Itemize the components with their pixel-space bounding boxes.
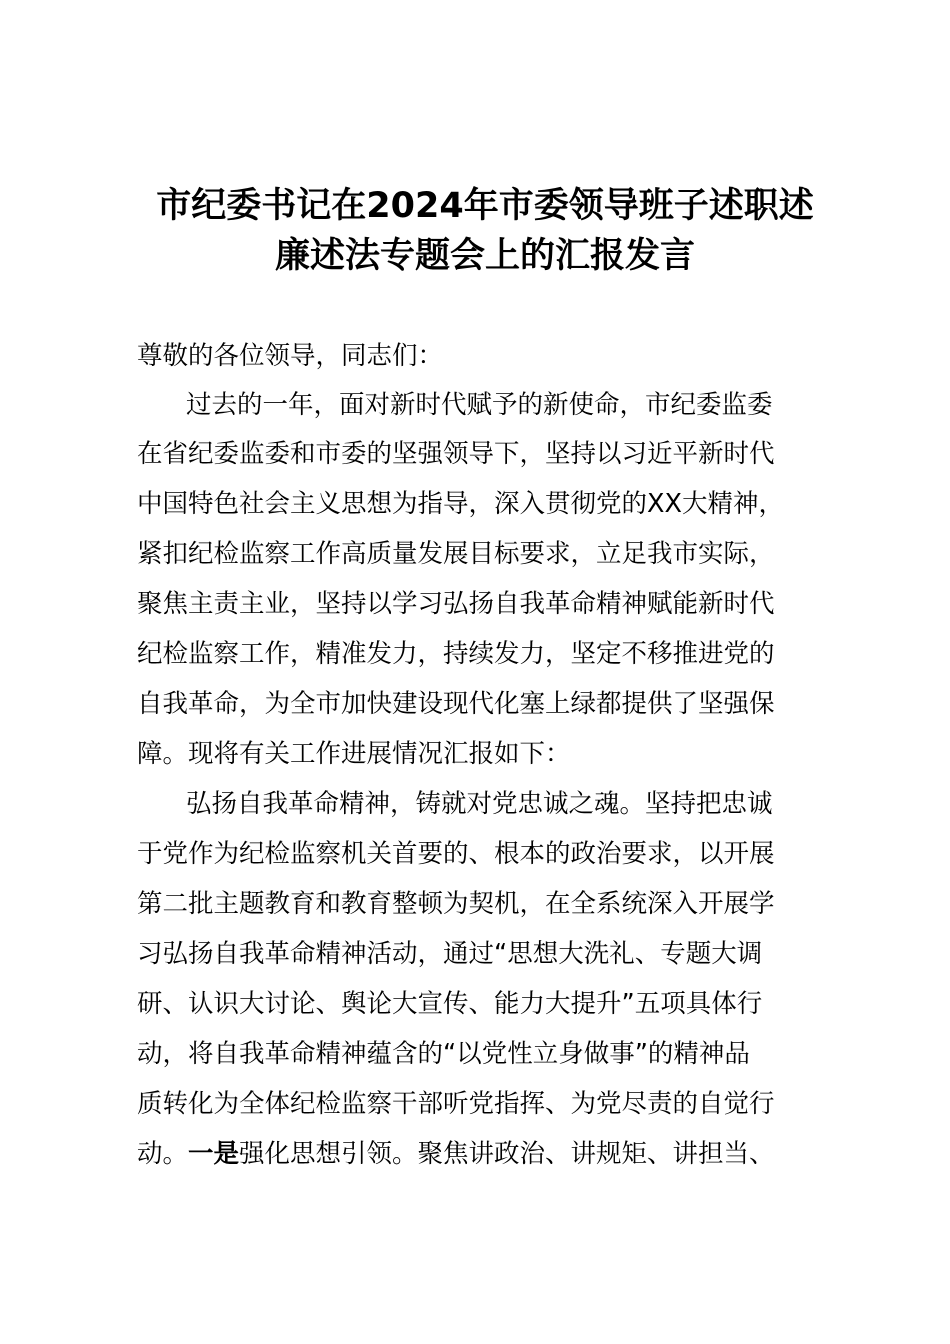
salutation: 尊敬的各位领导，同志们： <box>137 341 444 371</box>
paragraph-1-line-8: 障。现将有关工作进展情况汇报如下： <box>137 739 571 769</box>
paragraph-1-line-3: 中国特色社会主义思想为指导，深入贯彻党的XX大精神， <box>137 489 784 519</box>
line-text-start: 动。 <box>137 1139 189 1169</box>
paragraph-2-line-3: 第二批主题教育和教育整顿为契机，在全系统深入开展学 <box>137 889 775 919</box>
line-text-end: 强化思想引领。聚焦讲政治、讲规矩、讲担当、 <box>239 1139 775 1169</box>
paragraph-1-line-2: 在省纪委监委和市委的坚强领导下，坚持以习近平新时代 <box>137 439 775 469</box>
paragraph-1-line-7: 自我革命，为全市加快建设现代化塞上绿都提供了坚强保 <box>137 689 775 719</box>
paragraph-1-line-1: 过去的一年，面对新时代赋予的新使命，市纪委监委 <box>186 390 773 420</box>
paragraph-1-line-6: 纪检监察工作，精准发力，持续发力，坚定不移推进党的 <box>137 639 775 669</box>
paragraph-1-line-5: 聚焦主责主业，坚持以学习弘扬自我革命精神赋能新时代 <box>137 589 775 619</box>
paragraph-2-line-6: 动，将自我革命精神蕴含的“以党性立身做事”的精神品 <box>137 1039 750 1069</box>
bold-enumerator: 一是 <box>188 1139 240 1169</box>
paragraph-2-line-8 <box>137 1134 775 1174</box>
paragraph-2-line-2: 于党作为纪检监察机关首要的、根本的政治要求，以开展 <box>137 839 775 869</box>
document-title-line-2: 廉述法专题会上的汇报发言 <box>274 236 695 276</box>
paragraph-2-line-5: 研、认识大讨论、舆论大宣传、能力大提升”五项具体行 <box>137 989 763 1019</box>
document-title-line-1: 市纪委书记在2024年市委领导班子述职述 <box>156 186 814 226</box>
paragraph-2-line-1: 弘扬自我革命精神，铸就对党忠诚之魂。坚持把忠诚 <box>186 789 773 819</box>
paragraph-1-line-4: 紧扣纪检监察工作高质量发展目标要求，立足我市实际， <box>137 539 775 569</box>
paragraph-2-line-7: 质转化为全体纪检监察干部听党指挥、为党尽责的自觉行 <box>137 1089 775 1119</box>
paragraph-2-line-4: 习弘扬自我革命精神活动，通过“思想大洗礼、专题大调 <box>137 939 763 969</box>
